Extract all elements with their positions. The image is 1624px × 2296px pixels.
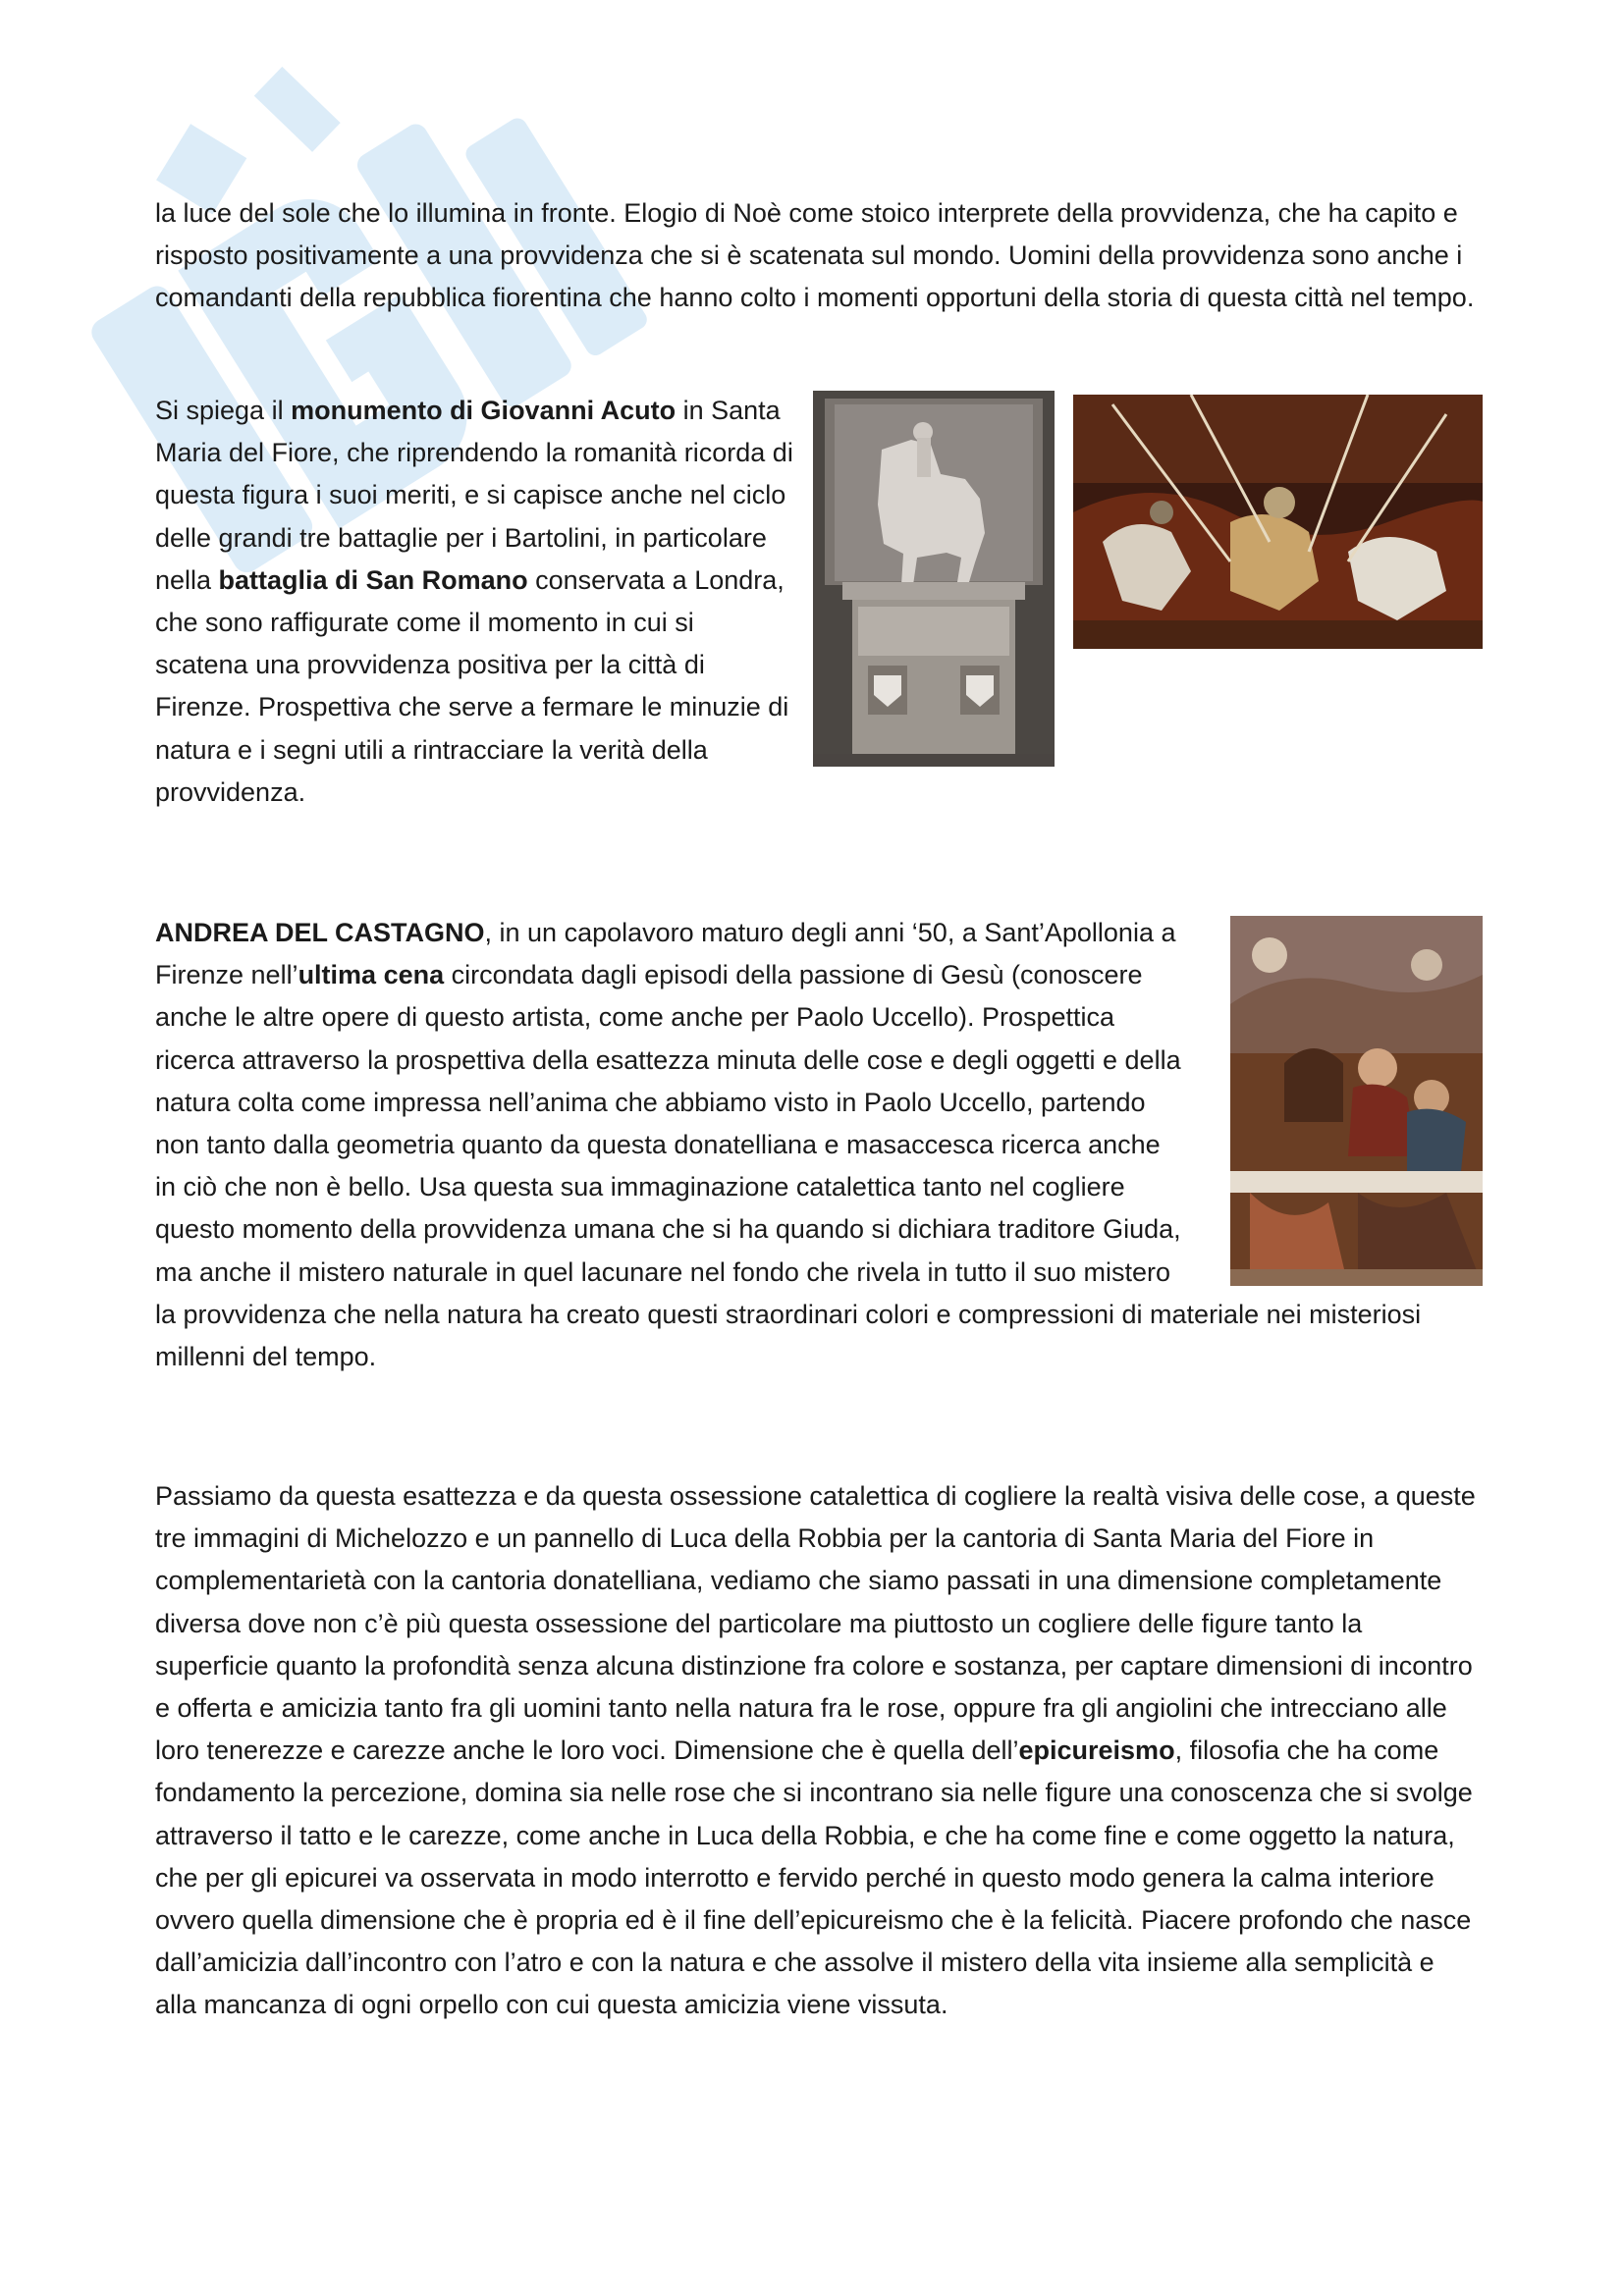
bold-ultima-cena: ultima cena bbox=[298, 960, 445, 990]
text-run: conservata a Londra, che sono raffigurate come il momento in cui si scatena una provvidenza positiva per la città di Firenze. Prospettiva che serve a fermare le minuzie di natura e i segni utili a rintracciare la verità della provvidenza. bbox=[155, 564, 789, 807]
bold-epicureismo: epicureismo bbox=[1018, 1735, 1175, 1766]
bold-battaglia-san-romano: battaglia di San Romano bbox=[218, 564, 528, 595]
text-run: Si spiega il bbox=[155, 396, 292, 425]
image-ultima-cena bbox=[1230, 916, 1483, 1286]
image-battaglia-san-romano bbox=[1073, 395, 1483, 649]
bold-monumento-acuto: monumento di Giovanni Acuto bbox=[291, 396, 677, 425]
bold-andrea-del-castagno: ANDREA DEL CASTAGNO bbox=[155, 918, 485, 947]
paragraph-noe: la luce del sole che lo illumina in fronte. Elogio di Noè come stoico interprete della provvidenza, che ha capito e risposto positivamente a una provvidenza che si è scatenata sul mondo. Uomini della provvidenza sono anche i comandanti della repubblica fiorentina che hanno colto i momenti opportuni della storia di questa città nel tempo. bbox=[155, 198, 1475, 313]
text-run: circondata dagli episodi della passione di Gesù (conoscere anche le altre opere di questo artista, come anche per Paolo Uccello). Prospettica ricerca attraverso la prospettiva della esattezza minuta delle cose e degli oggetti e della natura colta come impressa nell’anima che abbiamo visto in Paolo Uccello, partendo non tanto dalla geometria quanto da questa donatelliana e masaccesca ricerca anche in ciò che non è bello. Usa questa sua immaginazione catalettica tanto nel cogliere questo momento della provvidenza umana che si ha quando si dichiara traditore Giuda, ma anche il mistero naturale in quel lacunare nel fondo che rivela in tutto il suo mistero la provvidenza che nella natura ha creato questi straordinari colori e compressioni di materiale nei misteriosi millenni del tempo. bbox=[155, 960, 1422, 1372]
paragraph-epicureismo bbox=[155, 1475, 1481, 2027]
text-run: , in un capolavoro maturo degli anni ‘50, a Sant’Apollonia a Firenze nell’ bbox=[155, 918, 1176, 990]
paragraph-acuto bbox=[155, 390, 793, 814]
text-run: Passiamo da questa esattezza e da questa ossessione catalettica di cogliere la realtà visiva delle cose, a queste tre immagini di Michelozzo e un pannello di Luca della Robbia per la cantoria di Santa Maria del Fiore in complementarietà con la cantoria donatelliana, vediamo che siamo passati in una dimensione completamente diversa dove non c’è più questa ossessione del particolare ma piuttosto un cogliere delle figure tanto la superficie quanto la profondità senza alcuna distinzione fra colore e sostanza, per captare dimensioni di incontro e offerta e amicizia tanto fra gli uomini tanto nella natura fra le rose, oppure fra gli angiolini che intrecciano alle loro tenerezze e carezze anche le loro voci. Dimensione che è quella dell’ bbox=[155, 1481, 1476, 1766]
text-run: in Santa Maria del Fiore, che riprendendo la romanità ricorda di questa figura i suoi meriti, e si capisce anche nel ciclo delle grandi tre battaglie per i Bartolini, in particolare nella bbox=[155, 396, 793, 595]
text-run: , filosofia che ha come fondamento la percezione, domina sia nelle rose che si incontrano sia nelle figure una conoscenza che si svolge attraverso il tatto e le carezze, come anche in Luca della Robbia, e che ha come fine e come oggetto la natura, che per gli epicurei va osservata in modo interrotto e fervido perché in questo modo genera la calma interiore ovvero quella dimensione che è propria ed è il fine dell’epicureismo che è la felicità. Piacere profondo che nasce dall’amicizia dall’incontro con l’atro e con la natura e che assolve il mistero della vita insieme alla semplicità e alla mancanza di ogni orpello con cui questa amicizia viene vissuta. bbox=[155, 1735, 1473, 2020]
image-acuto-monument bbox=[813, 391, 1055, 767]
